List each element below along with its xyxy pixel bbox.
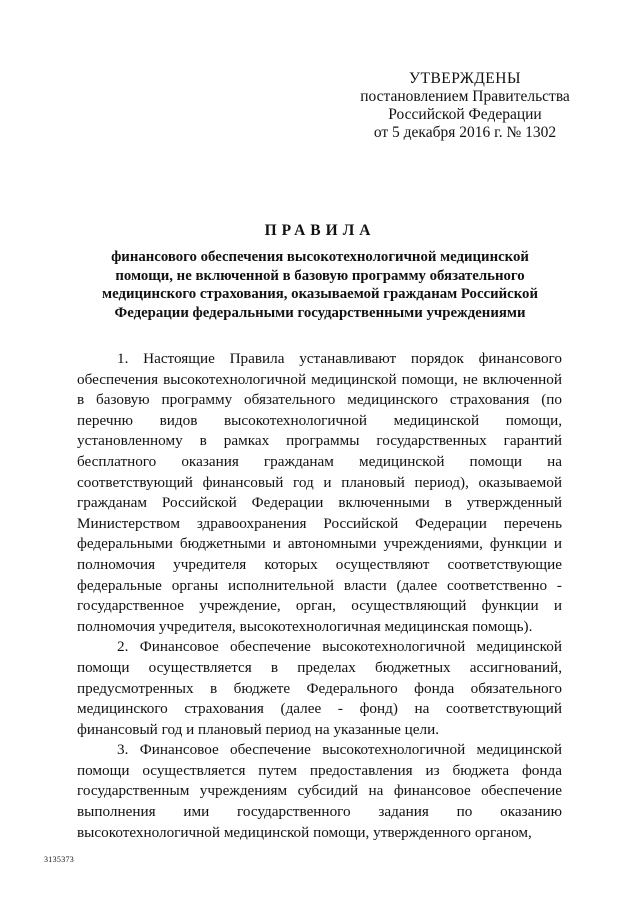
document-body [77,349,562,843]
paragraph-2: 2. Финансовое обеспечение высокотехнологичной медицинской помощи осуществляется в пределах бюджетных ассигнований, предусмотренных в бюджете Федерального фонда обязательного медицинского страхования (далее - фонд) на соответствующий финансовый год и плановый период на указанные цели. [77,638,562,738]
document-subheading: финансового обеспечения высокотехнологичной медицинской помощи, не включенной в базовую программу обязательного медицинского страхования, оказываемой гражданам Российской Федерации федеральными государственными учреждениями [102,249,538,321]
approval-date-line: от 5 декабря 2016 г. № 1302 [373,124,557,141]
approval-title: УТВЕРЖДЕНЫ [409,70,521,87]
approval-block [330,70,600,142]
paragraph-3: 3. Финансовое обеспечение высокотехнологичной медицинской помощи осуществляется путем предоставления из бюджета фонда государственным учреждениям субсидий на финансовое обеспечение выполнения ими государственного задания по оказанию высокотехнологичной медицинской помощи, утвержденного органом, [77,741,562,841]
approval-line-1: постановлением Правительства [360,88,570,105]
approval-line-2: Российской Федерации [388,106,542,123]
document-code: 3135373 [44,855,75,864]
paragraph-1: 1. Настоящие Правила устанавливают порядок финансового обеспечения высокотехнологичной медицинской помощи, не включенной в базовую программу обязательного медицинского страхования (по перечню видов высокотехнологичной медицинской помощи, установленному в рамках программы государственных гарантий бесплатного оказания гражданам медицинской помощи на соответствующий финансовый год и плановый период), оказываемой гражданам Российской Федерации включенными в утвержденный Министерством здравоохранения Российской Федерации перечень федеральными бюджетными и автономными учреждениями, функции и полномочия учредителя которых осуществляют соответствующие федеральные органы исполнительной власти (далее соответственно - государственное учреждение, орган, осуществляющий функции и полномочия учредителя, высокотехнологичная медицинская помощь). [77,350,562,635]
document-heading: ПРАВИЛА [264,222,376,239]
